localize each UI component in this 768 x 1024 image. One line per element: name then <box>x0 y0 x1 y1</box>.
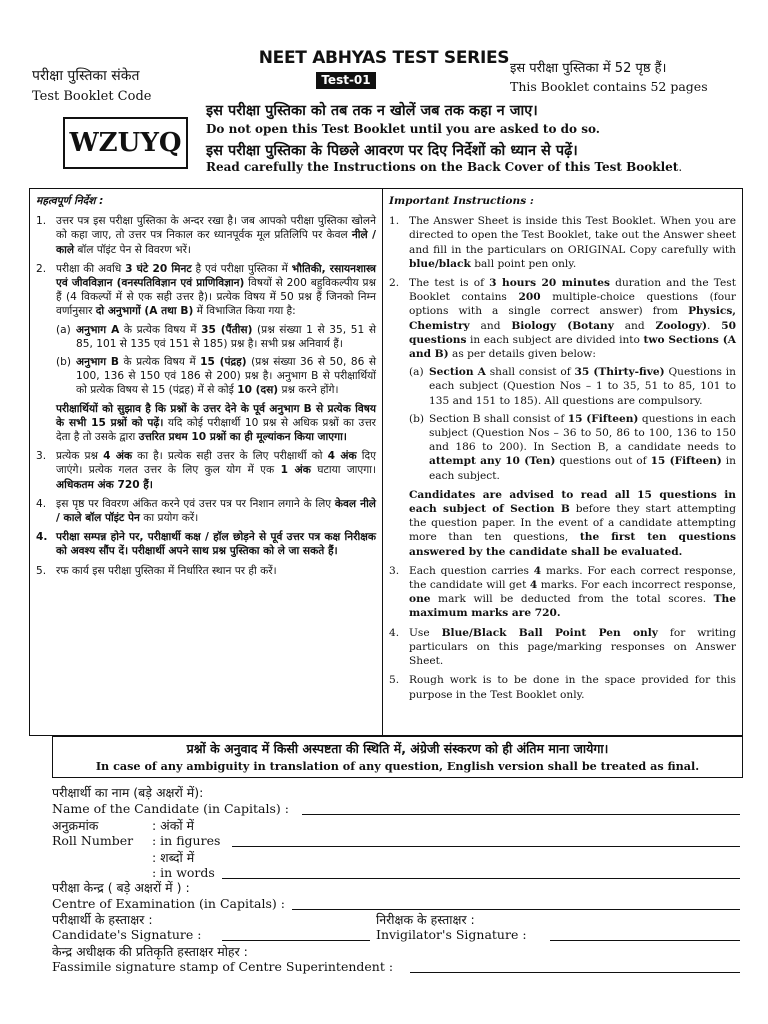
hindi-instruction-1 <box>36 214 376 257</box>
text-run: marks. For each correct response, the candidate will get <box>409 564 736 592</box>
text-run-bold: 1 अंक <box>280 464 311 477</box>
text-run: उत्तर पत्र इस परीक्षा पुस्तिका के अन्दर रखा है। जब आपको परीक्षा पुस्तिका खोलने को कहा जाए, तो उत्तर पत्र निकाल कर ध्यानपूर्वक मूल प्रतिलिपि पर केवल <box>56 215 376 242</box>
candidate-name-field[interactable] <box>302 814 740 815</box>
text-run: है एवं परीक्षा पुस्तिका में <box>191 262 292 275</box>
item-text <box>56 449 376 492</box>
text-run: (प्रश्न संख्या 1 से 35, 51 से 85, 101 से 135 एवं 151 से 185) प्रश्न है। सभी प्रश्न अनिवार्य हैं। <box>76 323 377 350</box>
text-run: घटाया जाएगा। <box>310 464 377 477</box>
text-run-bold: दो अनुभागों (A तथा B) <box>95 305 194 318</box>
text-run: में विभाजित किया गया है: <box>193 305 296 318</box>
text-run: marks. For each incorrect response, <box>537 579 736 592</box>
exam-centre-label: Centre of Examination (in Capitals) : <box>52 896 285 911</box>
booklet-code: WZUYQ <box>63 117 188 169</box>
do-not-open-warning-hindi: इस परीक्षा पुस्तिका को तब तक न खोलें जब तक कहा न जाए। <box>206 103 538 119</box>
text-run: ball point pen only. <box>470 257 577 270</box>
text-run: का प्रयोग करें। <box>139 512 199 525</box>
text-run: The Answer Sheet is inside this Test Booklet. When you are directed to open the Test Booklet, take out the Answer sheet and fill in the particulars on ORIGINAL Copy carefully with <box>409 215 736 256</box>
text-run-bold: 35 (Thirty-five) <box>574 366 665 379</box>
sub-text <box>76 355 376 398</box>
ambiguity-note-hindi: प्रश्नों के अनुवाद में किसी अस्पष्टता की स्थिति में, अंग्रेजी संस्करण को ही अंतिम माना जायेगा। <box>186 741 609 756</box>
item-text <box>56 214 376 257</box>
text-run-bold: 15 (पंद्रह) <box>200 356 247 369</box>
text-run: shall consist of <box>485 366 575 379</box>
item-text <box>409 276 736 483</box>
text-run-bold: Biology (Botany <box>511 319 614 332</box>
invigilator-signature-label: Invigilator's Signature : <box>376 927 527 942</box>
item-text <box>409 214 736 271</box>
english-instruction-4 <box>389 626 736 669</box>
hindi-instruction-2 <box>36 262 376 444</box>
text-run-bold: 4 <box>529 579 538 592</box>
text-run: multiple-choice questions (four options with a single correct answer) from <box>409 291 736 318</box>
text-run: Section B shall consist of <box>429 412 568 425</box>
invigilator-signature-field[interactable] <box>550 940 740 941</box>
sub-label: (b) <box>56 356 71 369</box>
text-run-bold: blue/black <box>409 257 471 270</box>
roll-figures-label: : in figures <box>152 833 221 848</box>
item-text <box>56 497 376 525</box>
series-title: NEET ABHYAS TEST SERIES <box>258 48 510 68</box>
text-run-bold: अनुभाग A <box>76 323 120 336</box>
roll-number-label-hindi: अनुक्रमांक <box>52 818 99 833</box>
text-run-bold: परीक्षार्थियों को सुझाव है कि प्रश्नों के उत्तर देने के पूर्व अनुभाग B से प्रत्येक विषय के सभी 15 प्रश्नों को पढ़ें। <box>56 402 376 429</box>
text-run-bold: 200 <box>518 291 541 304</box>
item-number: 4. <box>389 626 400 639</box>
text-run-bold: नीले / काले <box>56 229 376 256</box>
text-run-bold: 15 (Fifteen) <box>650 455 722 468</box>
candidate-signature-label: Candidate's Signature : <box>52 927 202 942</box>
text-run-bold: 10 (दस) <box>237 384 279 397</box>
text-run: के प्रत्येक विषय में <box>119 356 201 369</box>
english-instruction-2 <box>389 276 736 483</box>
text-run-bold: Physics, Chemistry <box>409 305 736 332</box>
text-run-bold: two Sections (A and B) <box>409 333 736 361</box>
page-count: This Booklet contains 52 pages <box>510 79 708 94</box>
centre-stamp-label-hindi: केन्द्र अधीक्षक की प्रतिकृति हस्ताक्षर मोहर : <box>52 944 248 959</box>
text-run-bold: भौतिकी, रसायनशास्त्र एवं जीवविज्ञान (वनस्पतिविज्ञान एवं प्राणिविज्ञान) <box>56 262 376 290</box>
text-run: विषयों से 200 बहुविकल्पीय प्रश्न हैं (4 विकल्पों में से एक सही उत्तर है)। प्रत्येक विषय में 50 प्रश्न हैं जिनको निम्न वर्णानुसार <box>56 277 376 318</box>
text-run: questions in each subject (Question Nos – 36 to 50, 86 to 100, 136 to 150 and 186 to 200). In Section B, a candidate needs to <box>429 412 736 454</box>
do-not-open-warning: Do not open this Test Booklet until you are asked to do so. <box>206 122 600 136</box>
text-run: questions out of <box>555 455 651 468</box>
hindi-section-a <box>56 323 376 351</box>
read-instructions-warning <box>206 160 682 174</box>
text-run: and <box>613 319 656 332</box>
item-number: 3. <box>36 450 47 463</box>
roll-number-figures-field[interactable] <box>232 846 740 847</box>
text-run: (प्रश्न संख्या 36 से 50, 86 से 100, 136 से 150 एवं 186 से 200) प्रश्न है। अनुभाग B से परीक्षार्थियों को प्रत्येक विषय से 15 (पंद्रह) में से कोई <box>76 356 376 397</box>
item-number: 5. <box>36 564 47 577</box>
text-run: as per details given below: <box>448 348 596 361</box>
item-text <box>409 564 736 621</box>
candidate-name-label-hindi: परीक्षार्थी का नाम (बड़े अक्षरों में): <box>52 785 204 800</box>
text-run-bold: 3 hours 20 minutes <box>489 277 611 290</box>
text-run-bold: Candidates are advised to read all 15 questions in each subject of Section B <box>409 488 736 516</box>
text-run-bold: 4 अंक <box>103 450 133 463</box>
item-number: 2. <box>389 277 400 290</box>
test-badge: Test-01 <box>316 72 376 89</box>
item-number: 1. <box>36 215 47 228</box>
sub-text <box>429 412 736 483</box>
text-run: Questions in each subject (Question Nos – 1 to 35, 51 to 85, 101 to 135 and 151 to 185). All questions are compulsory. <box>429 366 736 407</box>
text-run-bold: अनुभाग B <box>76 356 119 369</box>
text-run: बॉल पॉइंट पेन से विवरण भरें। <box>74 243 191 256</box>
text-run-bold: the first ten questions answered by the candidate shall be evaluated. <box>409 531 736 558</box>
sub-text <box>429 365 736 408</box>
text-run-bold: केवल नीले / काले बॉल पॉइंट पेन <box>56 497 376 525</box>
text-run: before they start attempting the question paper. In the event of a candidate attempting more than ten questions, <box>409 503 737 544</box>
item-text: परीक्षा सम्पन्न होने पर, परीक्षार्थी कक्ष / हॉल छोड़ने से पूर्व उत्तर पत्र कक्ष निरीक्षक को अवश्य सौंप दें। परीक्षार्थी अपने साथ प्रश्न पुस्तिका को ले जा सकते हैं। <box>56 531 376 558</box>
text-run: Use <box>409 626 442 639</box>
item-text: रफ कार्य इस परीक्षा पुस्तिका में निर्धारित स्थान पर ही करें। <box>56 564 277 577</box>
read-instructions-text: Read carefully the Instructions on the Back Cover of this Test Booklet <box>206 160 679 174</box>
hindi-instructions-heading: महत्वपूर्ण निर्देश : <box>36 195 104 207</box>
read-instructions-warning-hindi: इस परीक्षा पुस्तिका के पिछले आवरण पर दिए निर्देशों को ध्यान से पढ़ें। <box>206 143 578 159</box>
roll-words-label: : in words <box>152 865 215 880</box>
english-section-b <box>409 412 736 483</box>
text-run-bold: 15 (Fifteen) <box>567 412 639 425</box>
item-number: 3. <box>389 564 400 577</box>
item-text <box>56 262 376 444</box>
text-run: प्रश्न करने होंगे। <box>278 384 339 397</box>
text-run: duration and the Test Booklet contains <box>409 277 736 304</box>
text-run-bold: 4 <box>533 564 542 577</box>
english-section-a <box>409 365 736 408</box>
text-run: in each subject are divided into <box>466 333 644 346</box>
english-instruction-3 <box>389 564 736 621</box>
hindi-instructions <box>36 194 376 583</box>
text-run: परीक्षा की अवधि <box>56 262 126 275</box>
item-text: Rough work is to be done in the space provided for this purpose in the Test Booklet only. <box>409 674 736 701</box>
text-run-bold: one <box>409 593 431 606</box>
sub-label: (b) <box>409 412 425 425</box>
item-number: 5. <box>389 674 400 687</box>
ambiguity-note: In case of any ambiguity in translation of any question, English version shall be treated as final. <box>95 759 700 773</box>
column-divider <box>382 188 383 736</box>
text-run: के प्रत्येक विषय में <box>119 323 202 336</box>
text-run-bold: Zoology) <box>655 319 708 332</box>
sub-label: (a) <box>409 366 424 379</box>
roll-number-label: Roll Number <box>52 833 134 848</box>
booklet-code-label: Test Booklet Code <box>32 89 152 104</box>
candidate-signature-label-hindi: परीक्षार्थी के हस्ताक्षर : <box>52 912 153 927</box>
hindi-instruction-6 <box>36 564 376 578</box>
text-run: प्रत्येक प्रश्न <box>56 450 104 463</box>
invigilator-signature-label-hindi: निरीक्षक के हस्ताक्षर : <box>376 912 475 927</box>
centre-stamp-field[interactable] <box>410 972 740 973</box>
candidate-name-label: Name of the Candidate (in Capitals) : <box>52 801 289 816</box>
page-count-hindi: इस परीक्षा पुस्तिका में 52 पृष्ठ हैं। <box>510 61 667 76</box>
english-advice <box>409 488 736 559</box>
text-run: इस पृष्ठ पर विवरण अंकित करने एवं उत्तर पत्र पर निशान लगाने के लिए <box>56 497 335 510</box>
item-number: 4. <box>36 531 48 544</box>
sub-text <box>76 323 376 351</box>
exam-centre-field[interactable] <box>292 909 740 910</box>
text-run: for writing particulars on this page/marking responses on Answer Sheet. <box>409 626 736 668</box>
english-instruction-5 <box>389 673 736 701</box>
hindi-instruction-3 <box>36 449 376 492</box>
item-number: 1. <box>389 215 400 228</box>
text-run: . <box>707 319 722 332</box>
hindi-instruction-5 <box>36 530 376 558</box>
text-run-bold: Blue/Black Ball Point Pen only <box>441 626 658 639</box>
text-run-bold: उत्तरित प्रथम 10 प्रश्नों का ही मूल्यांकन किया जाएगा। <box>138 431 347 444</box>
text-run: The test is of <box>409 277 490 290</box>
text-run: and <box>469 319 512 332</box>
text-run-bold: The maximum marks are 720. <box>409 593 736 620</box>
exam-centre-label-hindi: परीक्षा केन्द्र ( बड़े अक्षरों में ) : <box>52 880 190 895</box>
text-run-bold: 35 (पैंतीस) <box>201 323 253 336</box>
text-run: का है। प्रत्येक सही उत्तर के लिए परीक्षार्थी को <box>132 450 328 463</box>
english-instructions-heading: Important Instructions : <box>389 195 534 207</box>
english-instruction-1 <box>389 214 736 271</box>
text-run: यदि कोई परीक्षार्थी 10 प्रश्न से अधिक प्रश्नों का उत्तर देता है तो उसके द्वारा <box>56 416 376 444</box>
roll-number-words-field[interactable] <box>222 878 740 879</box>
item-number: 4. <box>36 497 47 510</box>
text-run-bold: 3 घंटे 20 मिनट <box>125 262 192 275</box>
english-instructions <box>389 194 736 707</box>
text-run-bold: 4 अंक <box>327 450 357 463</box>
text-run: दिए जाएंगे। प्रत्येक गलत उत्तर के लिए कुल योग में एक <box>56 450 376 477</box>
roll-figures-label-hindi: : अंकों में <box>152 818 195 833</box>
read-instructions-period: . <box>678 160 683 174</box>
text-run-bold: अधिकतम अंक 720 हैं। <box>56 478 153 491</box>
candidate-signature-field[interactable] <box>222 940 370 941</box>
item-text <box>409 626 736 669</box>
hindi-section-b <box>56 355 376 398</box>
text-run-bold: attempt any 10 (Ten) <box>429 455 556 468</box>
sub-label: (a) <box>56 323 71 336</box>
item-number: 2. <box>36 262 47 275</box>
booklet-code-label-hindi: परीक्षा पुस्तिका संकेत <box>32 68 140 84</box>
text-run: in each subject. <box>429 455 736 482</box>
text-run-bold: 50 questions <box>409 319 736 346</box>
roll-words-label-hindi: : शब्दों में <box>152 850 195 865</box>
text-run: Each question carries <box>409 564 534 577</box>
hindi-instruction-4 <box>36 497 376 525</box>
centre-stamp-label: Fassimile signature stamp of Centre Superintendent : <box>52 959 394 974</box>
text-run: mark will be deducted from the total scores. <box>430 593 714 606</box>
text-run-bold: Section A <box>429 366 486 379</box>
hindi-advice <box>56 402 376 445</box>
